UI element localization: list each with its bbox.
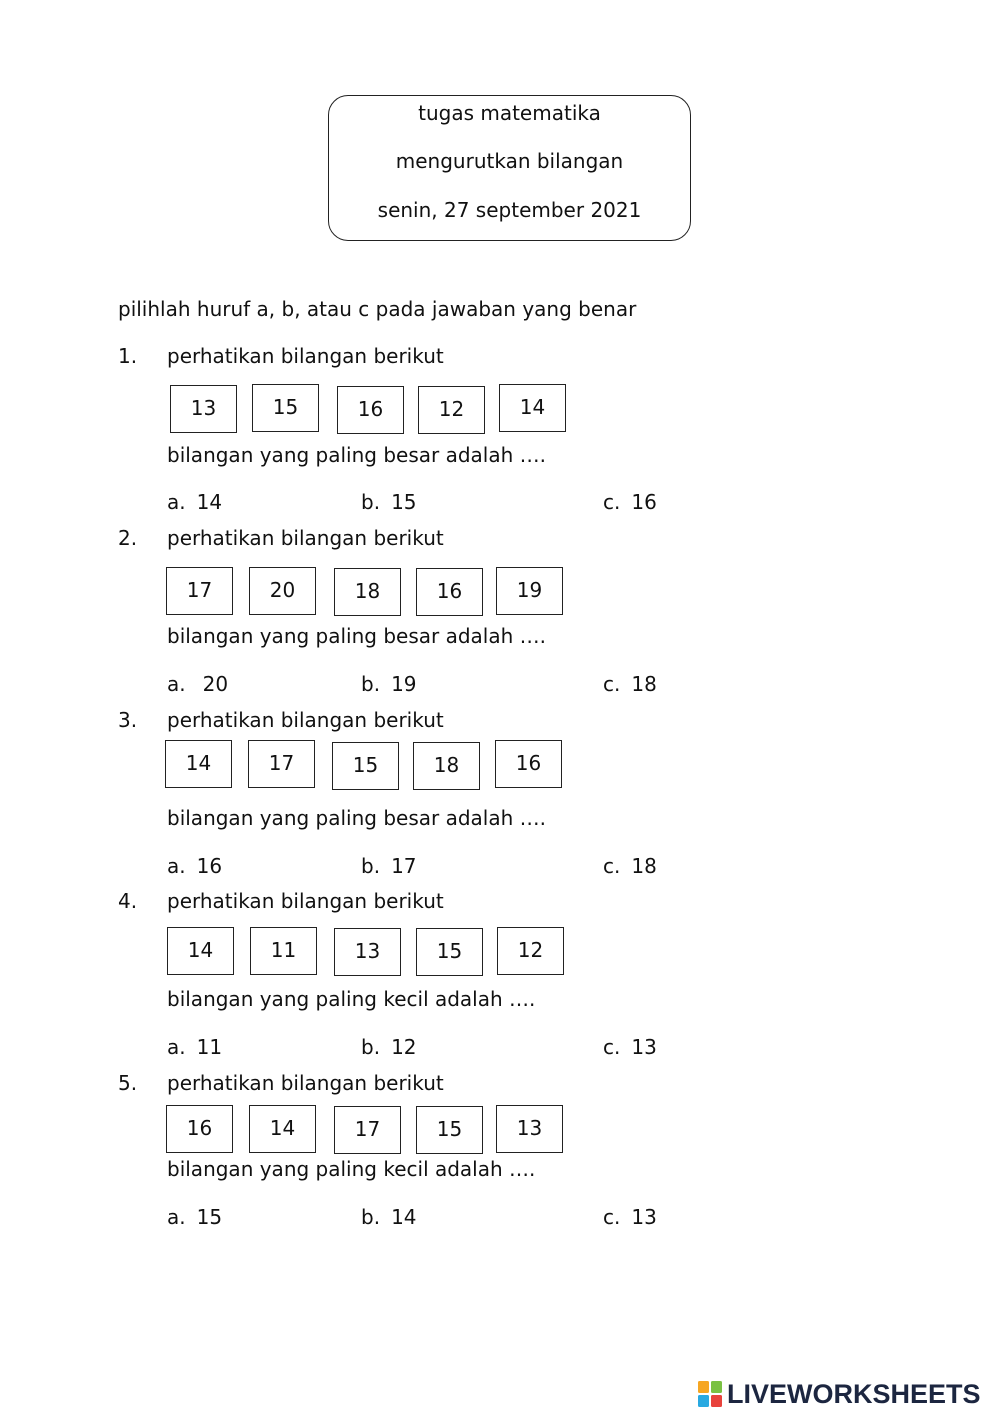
question-text: bilangan yang paling besar adalah …. bbox=[167, 443, 547, 467]
option-value: 18 bbox=[631, 672, 657, 696]
question-text: bilangan yang paling kecil adalah …. bbox=[167, 1157, 536, 1181]
option-letter: a. bbox=[167, 672, 186, 696]
question-prompt: perhatikan bilangan berikut bbox=[167, 1071, 444, 1095]
liveworksheets-logo-icon bbox=[698, 1380, 722, 1408]
number-box: 16 bbox=[495, 740, 562, 788]
option-value: 12 bbox=[391, 1035, 417, 1059]
option-letter: b. bbox=[361, 854, 381, 878]
number-box: 18 bbox=[334, 568, 401, 616]
option-value: 19 bbox=[391, 672, 417, 696]
number-box: 11 bbox=[250, 927, 317, 975]
option-a[interactable] bbox=[167, 490, 222, 514]
option-letter: a. bbox=[167, 490, 186, 514]
number-box: 16 bbox=[166, 1105, 233, 1153]
option-letter: c. bbox=[603, 1205, 621, 1229]
question-text: bilangan yang paling kecil adalah …. bbox=[167, 987, 536, 1011]
instruction-text: pilihlah huruf a, b, atau c pada jawaban yang benar bbox=[118, 297, 637, 321]
question-number: 2. bbox=[118, 526, 138, 550]
option-c[interactable] bbox=[603, 490, 657, 514]
number-box: 15 bbox=[416, 1106, 483, 1154]
option-value: 18 bbox=[631, 854, 657, 878]
option-b[interactable] bbox=[361, 672, 417, 696]
option-b[interactable] bbox=[361, 490, 417, 514]
option-value: 17 bbox=[391, 854, 417, 878]
question-number: 5. bbox=[118, 1071, 138, 1095]
number-box: 16 bbox=[337, 386, 404, 434]
option-a[interactable] bbox=[167, 672, 228, 696]
number-box: 14 bbox=[499, 384, 566, 432]
question-text: bilangan yang paling besar adalah …. bbox=[167, 806, 547, 830]
number-box: 13 bbox=[334, 928, 401, 976]
question-prompt: perhatikan bilangan berikut bbox=[167, 708, 444, 732]
option-a[interactable] bbox=[167, 1035, 222, 1059]
question-prompt: perhatikan bilangan berikut bbox=[167, 344, 444, 368]
question-number: 1. bbox=[118, 344, 138, 368]
number-box: 19 bbox=[496, 567, 563, 615]
brand-name: LIVEWORKSHEETS bbox=[727, 1379, 981, 1409]
option-a[interactable] bbox=[167, 1205, 222, 1229]
option-c[interactable] bbox=[603, 1205, 657, 1229]
question-number: 3. bbox=[118, 708, 138, 732]
number-box: 14 bbox=[249, 1105, 316, 1153]
question-number: 4. bbox=[118, 889, 138, 913]
number-box: 17 bbox=[334, 1106, 401, 1154]
number-box: 16 bbox=[416, 568, 483, 616]
option-value: 13 bbox=[631, 1205, 657, 1229]
option-letter: c. bbox=[603, 672, 621, 696]
number-box: 17 bbox=[248, 740, 315, 788]
option-letter: c. bbox=[603, 490, 621, 514]
number-box: 20 bbox=[249, 567, 316, 615]
number-box: 15 bbox=[332, 742, 399, 790]
number-box: 12 bbox=[497, 927, 564, 975]
worksheet-title: tugas matematika bbox=[418, 101, 601, 125]
option-value: 20 bbox=[202, 672, 229, 696]
option-b[interactable] bbox=[361, 1035, 417, 1059]
option-b[interactable] bbox=[361, 854, 417, 878]
question-prompt: perhatikan bilangan berikut bbox=[167, 526, 444, 550]
option-letter: b. bbox=[361, 672, 381, 696]
option-c[interactable] bbox=[603, 672, 657, 696]
option-letter: b. bbox=[361, 1035, 381, 1059]
option-letter: c. bbox=[603, 1035, 621, 1059]
number-box: 12 bbox=[418, 386, 485, 434]
liveworksheets-logo[interactable] bbox=[698, 1378, 981, 1410]
worksheet-date: senin, 27 september 2021 bbox=[377, 198, 642, 222]
question-prompt: perhatikan bilangan berikut bbox=[167, 889, 444, 913]
option-letter: a. bbox=[167, 1035, 186, 1059]
option-value: 13 bbox=[631, 1035, 657, 1059]
option-c[interactable] bbox=[603, 854, 657, 878]
number-box: 18 bbox=[413, 742, 480, 790]
option-value: 16 bbox=[196, 854, 223, 878]
number-box: 15 bbox=[416, 928, 483, 976]
number-box: 17 bbox=[166, 567, 233, 615]
option-c[interactable] bbox=[603, 1035, 657, 1059]
option-value: 15 bbox=[196, 1205, 223, 1229]
worksheet-subtitle: mengurutkan bilangan bbox=[395, 149, 624, 173]
option-a[interactable] bbox=[167, 854, 222, 878]
number-box: 15 bbox=[252, 384, 319, 432]
number-box: 13 bbox=[496, 1105, 563, 1153]
option-letter: b. bbox=[361, 490, 381, 514]
question-text: bilangan yang paling besar adalah …. bbox=[167, 624, 547, 648]
option-letter: a. bbox=[167, 854, 186, 878]
option-value: 15 bbox=[391, 490, 417, 514]
option-value: 14 bbox=[196, 490, 223, 514]
option-letter: c. bbox=[603, 854, 621, 878]
number-box: 13 bbox=[170, 385, 237, 433]
option-value: 16 bbox=[631, 490, 657, 514]
option-letter: b. bbox=[361, 1205, 381, 1229]
option-b[interactable] bbox=[361, 1205, 417, 1229]
number-box: 14 bbox=[167, 927, 234, 975]
option-letter: a. bbox=[167, 1205, 186, 1229]
number-box: 14 bbox=[165, 740, 232, 788]
option-value: 14 bbox=[391, 1205, 417, 1229]
option-value: 11 bbox=[196, 1035, 223, 1059]
